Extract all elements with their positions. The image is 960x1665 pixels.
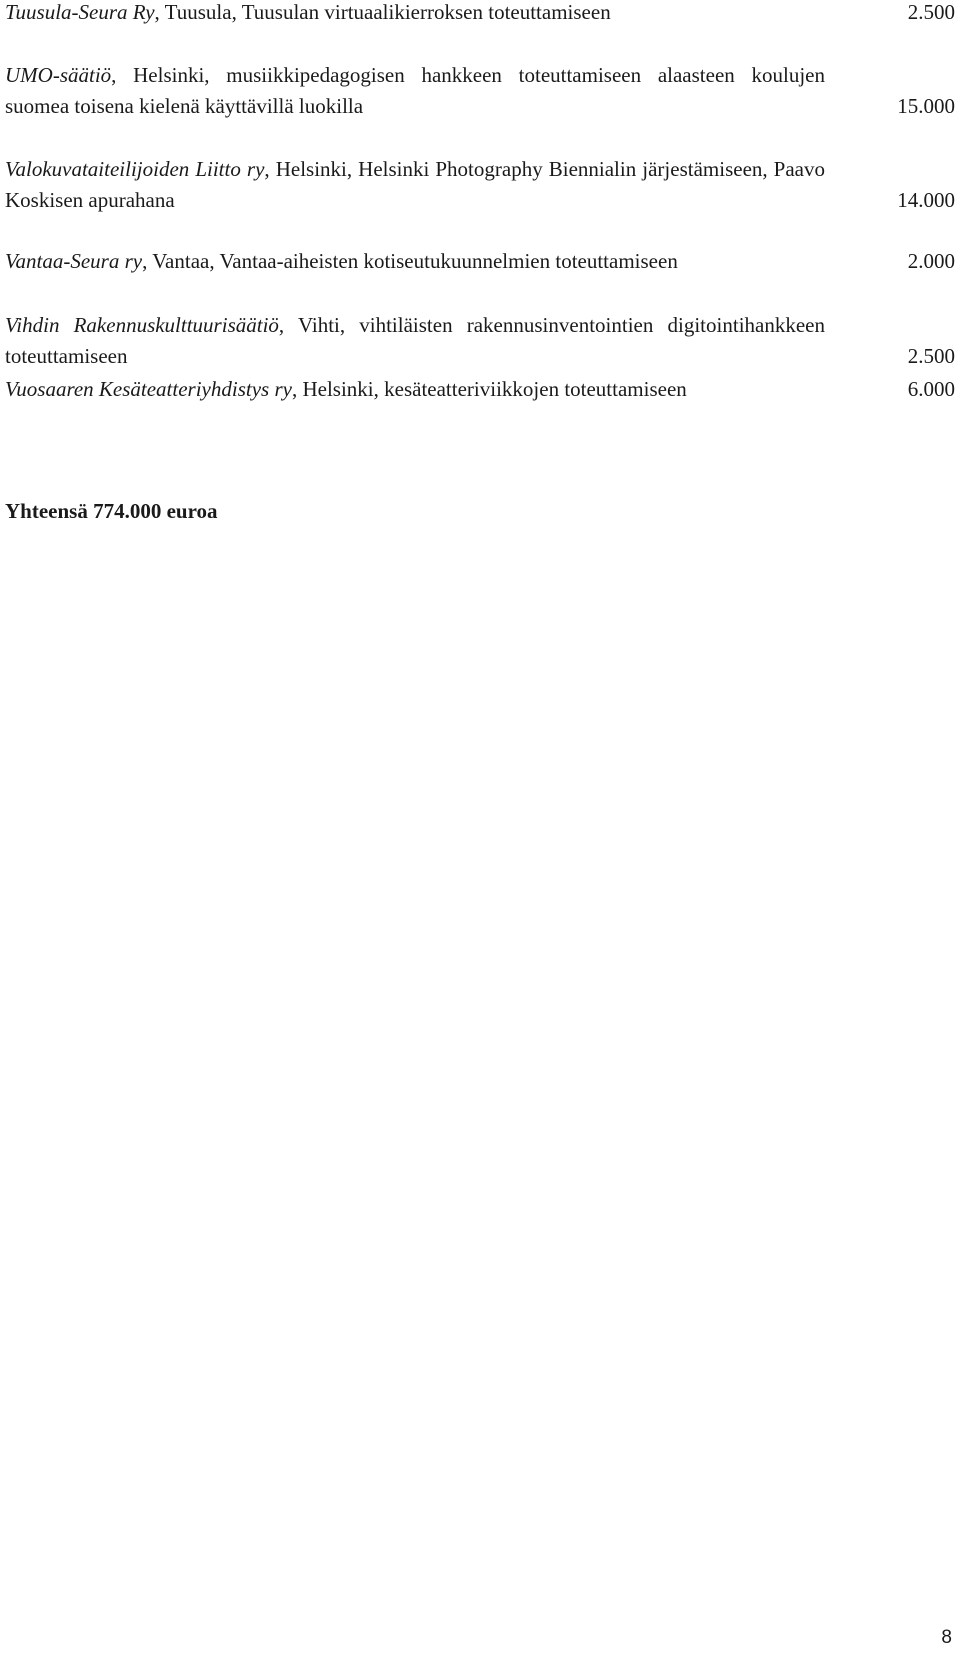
grant-description: , Vantaa, Vantaa-aiheisten kotiseutukuunnelmien toteuttamiseen xyxy=(142,249,678,273)
grant-entry xyxy=(5,310,955,372)
grant-amount: 14.000 xyxy=(897,188,955,212)
grant-description: , Helsinki, Helsinki Photography Biennialin järjestämiseen, Paavo Koskisen apurahana xyxy=(5,157,825,212)
page-number: 8 xyxy=(941,1627,952,1648)
grant-entry xyxy=(5,0,955,28)
grant-text xyxy=(5,310,825,372)
grant-amount: 2.500 xyxy=(907,0,955,24)
grant-description: , Helsinki, musiikkipedagogisen hankkeen toteuttamiseen alaasteen koulujen suomea toisena kielenä käyttävillä luokilla xyxy=(5,63,825,118)
grant-text xyxy=(5,246,825,277)
grant-text xyxy=(5,154,825,216)
grant-description: , Helsinki, kesäteatteriviikkojen toteuttamiseen xyxy=(291,377,687,401)
grant-entry xyxy=(5,374,955,405)
grant-organization: Tuusula-Seura Ry xyxy=(5,0,155,24)
grant-organization: Vuosaaren Kesäteatteriyhdistys ry xyxy=(5,377,292,401)
grant-entry xyxy=(5,60,955,122)
grant-amount: 15.000 xyxy=(897,94,955,118)
grant-text xyxy=(5,374,825,405)
grant-amount: 6.000 xyxy=(907,377,955,401)
grant-text xyxy=(5,60,825,122)
grant-description: , Vihti, vihtiläisten rakennusinventointien digitointihankkeen toteuttamiseen xyxy=(5,313,825,368)
grant-text xyxy=(5,0,825,28)
grant-amount: 2.500 xyxy=(907,344,955,368)
grant-entry xyxy=(5,246,955,277)
grant-organization: Valokuvataiteilijoiden Liitto ry xyxy=(5,157,265,181)
grant-description: , Tuusula, Tuusulan virtuaalikierroksen toteuttamiseen xyxy=(154,0,611,24)
grant-entry xyxy=(5,154,955,216)
grant-amount: 2.000 xyxy=(907,249,955,273)
grant-organization: Vantaa-Seura ry xyxy=(5,249,143,273)
grant-organization: UMO-säätiö xyxy=(5,63,112,87)
grant-organization: Vihdin Rakennuskulttuurisäätiö xyxy=(5,313,279,337)
grant-total: Yhteensä 774.000 euroa xyxy=(5,499,218,523)
